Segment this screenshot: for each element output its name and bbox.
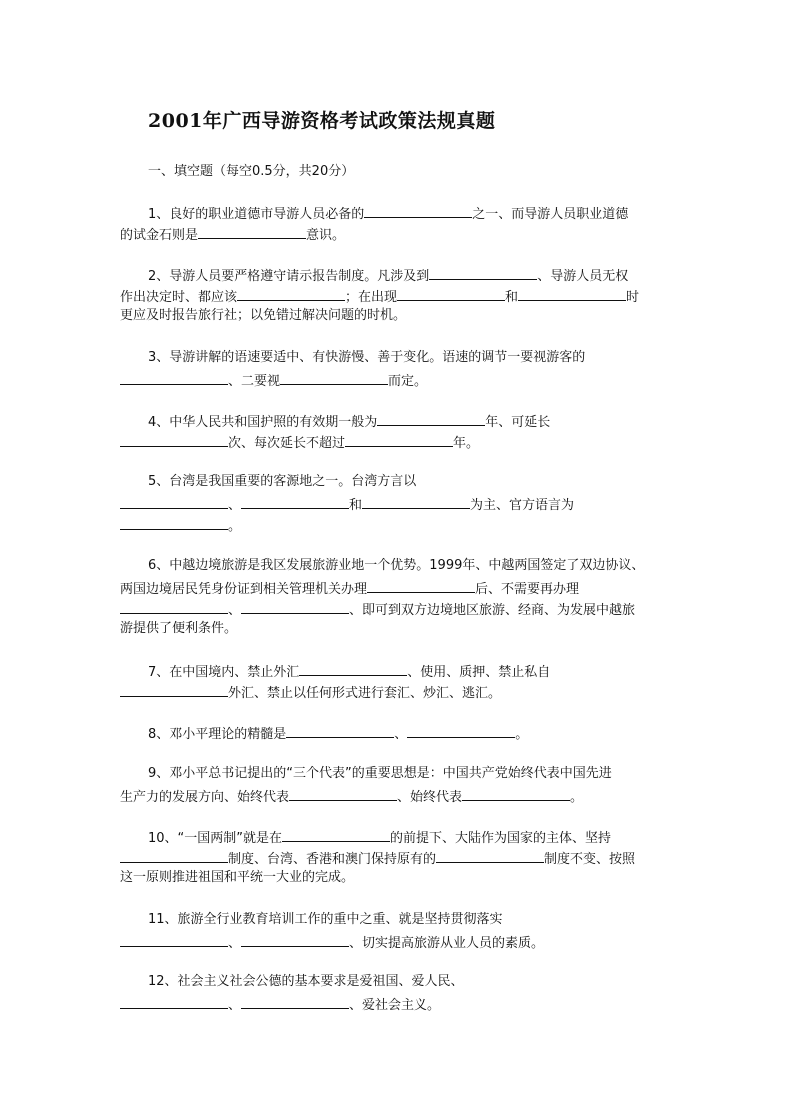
question-10-line-2: 制度、台湾、香港和澳门保持原有的 制度不变、按照 bbox=[120, 849, 635, 868]
question-2-line-1: 2、导游人员要严格遵守请示报告制度。凡涉及到 、导游人员无权 bbox=[148, 266, 628, 285]
answer-blank[interactable] bbox=[241, 495, 349, 509]
answer-blank[interactable] bbox=[518, 287, 626, 301]
answer-blank[interactable] bbox=[241, 600, 349, 614]
question-5-line-3: 。 bbox=[120, 516, 241, 535]
answer-blank[interactable] bbox=[237, 287, 345, 301]
question-4-line-1: 4、中华人民共和国护照的有效期一般为 年、可延长 bbox=[148, 412, 550, 431]
answer-blank[interactable] bbox=[198, 225, 306, 239]
answer-blank[interactable] bbox=[429, 266, 537, 280]
answer-blank[interactable] bbox=[407, 724, 515, 738]
question-6-line-3: 、 、即可到双方边境地区旅游、经商、为发展中越旅 bbox=[120, 600, 635, 619]
answer-blank[interactable] bbox=[120, 516, 228, 530]
question-1-line-1: 1、良好的职业道德市导游人员必备的 之一、而导游人员职业道德 bbox=[148, 204, 628, 223]
answer-blank[interactable] bbox=[120, 683, 228, 697]
answer-blank[interactable] bbox=[120, 495, 228, 509]
answer-blank[interactable] bbox=[241, 933, 349, 947]
answer-blank[interactable] bbox=[241, 995, 349, 1009]
question-8-line-1: 8、邓小平理论的精髓是 、 。 bbox=[148, 724, 528, 743]
question-2-line-2: 作出决定时、都应该 ；在出现 和 时 bbox=[120, 287, 639, 306]
question-12-line-1: 12、社会主义社会公德的基本要求是爱祖国、爱人民、 bbox=[148, 974, 464, 989]
question-3-line-2: 、二要视 而定。 bbox=[120, 371, 427, 390]
answer-blank[interactable] bbox=[289, 787, 397, 801]
answer-blank[interactable] bbox=[120, 371, 228, 385]
question-1-line-2: 的试金石则是 意识。 bbox=[120, 225, 345, 244]
section-heading: 一、填空题（每空0.5分，共20分） bbox=[148, 164, 355, 179]
answer-blank[interactable] bbox=[462, 787, 570, 801]
question-5-line-2: 、 和 为主、官方语言为 bbox=[120, 495, 574, 514]
question-4-line-2: 次、每次延长不超过 年。 bbox=[120, 433, 479, 452]
answer-blank[interactable] bbox=[120, 600, 228, 614]
question-12-line-2: 、 、爱社会主义。 bbox=[120, 995, 440, 1014]
question-6-line-2: 两国边境居民凭身份证到相关管理机关办理 后、不需要再办理 bbox=[120, 579, 579, 598]
question-10-line-1: 10、“一国两制”就是在 的前提下、大陆作为国家的主体、坚持 bbox=[148, 828, 611, 847]
answer-blank[interactable] bbox=[345, 433, 453, 447]
question-5-line-1: 5、台湾是我国重要的客源地之一。台湾方言以 bbox=[148, 474, 417, 489]
answer-blank[interactable] bbox=[364, 204, 472, 218]
answer-blank[interactable] bbox=[362, 495, 470, 509]
question-3-line-1: 3、导游讲解的语速要适中、有快游慢、善于变化。语速的调节一要视游客的 bbox=[148, 350, 586, 365]
question-6-line-1: 6、中越边境旅游是我区发展旅游业地一个优势。1999年、中越两国签定了双边协议、 bbox=[148, 558, 645, 573]
question-11-line-2: 、 、切实提高旅游从业人员的素质。 bbox=[120, 933, 544, 952]
question-7-line-2: 外汇、禁止以任何形式进行套汇、炒汇、逃汇。 bbox=[120, 683, 501, 702]
answer-blank[interactable] bbox=[299, 662, 407, 676]
answer-blank[interactable] bbox=[120, 433, 228, 447]
answer-blank[interactable] bbox=[282, 828, 390, 842]
answer-blank[interactable] bbox=[120, 995, 228, 1009]
answer-blank[interactable] bbox=[120, 933, 228, 947]
answer-blank[interactable] bbox=[120, 849, 228, 863]
question-11-line-1: 11、旅游全行业教育培训工作的重中之重、就是坚持贯彻落实 bbox=[148, 912, 503, 927]
question-10-line-3: 这一原则推进祖国和平统一大业的完成。 bbox=[120, 870, 355, 885]
answer-blank[interactable] bbox=[436, 849, 544, 863]
answer-blank[interactable] bbox=[397, 287, 505, 301]
question-2-line-3: 更应及时报告旅行社；以免错过解决问题的时机。 bbox=[120, 308, 407, 323]
question-9-line-2: 生产力的发展方向、始终代表 、始终代表 。 bbox=[120, 787, 583, 806]
question-6-line-4: 游提供了便利条件。 bbox=[120, 621, 238, 636]
answer-blank[interactable] bbox=[377, 412, 485, 426]
question-7-line-1: 7、在中国境内、禁止外汇 、使用、质押、禁止私自 bbox=[148, 662, 550, 681]
answer-blank[interactable] bbox=[280, 371, 388, 385]
answer-blank[interactable] bbox=[367, 579, 475, 593]
question-9-line-1: 9、邓小平总书记提出的“三个代表”的重要思想是：中国共产党始终代表中国先进 bbox=[148, 766, 612, 781]
answer-blank[interactable] bbox=[286, 724, 394, 738]
page-title: 2001年广西导游资格考试政策法规真题 bbox=[148, 110, 496, 132]
